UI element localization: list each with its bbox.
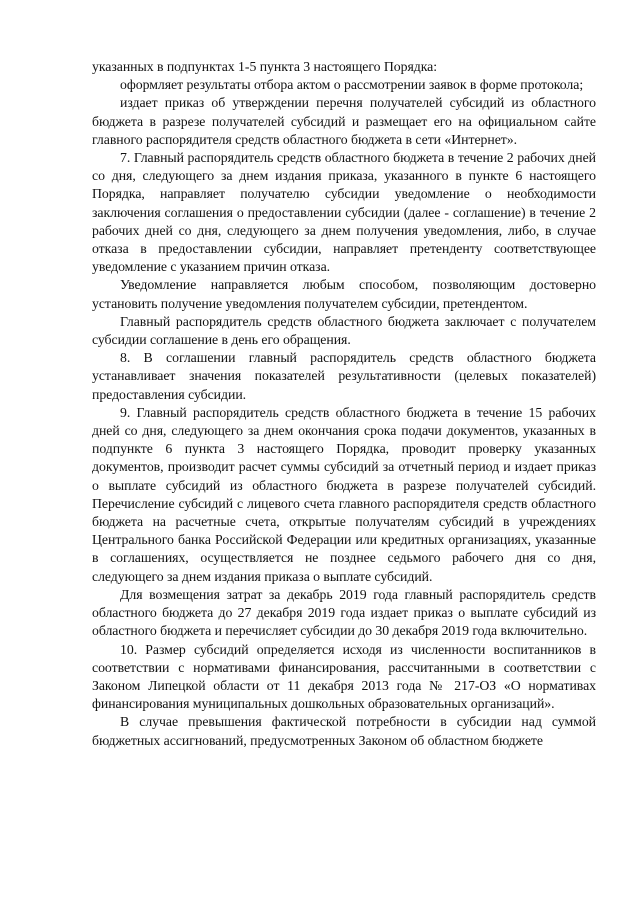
paragraph-agreement: Главный распорядитель средств областного бюджета заключает с получателем субсидии соглашение в день его обращения. (92, 313, 596, 348)
document-body (92, 58, 596, 750)
paragraph-december: Для возмещения затрат за декабрь 2019 года главный распорядитель средств областного бюджета до 27 декабря 2019 года издает приказ о выплате субсидий из областного бюджета и перечисляет субсидии до 30 декабря 2019 года включительно. (92, 586, 596, 639)
paragraph-item-10: 10. Размер субсидий определяется исходя из численности воспитанников в соответствии с нормативами финансирования, рассчитанными в соответствии с Законом Липецкой области от 11 декабря 2013 года № 217-ОЗ «О нормативах финансирования муниципальных дошкольных образовательных организаций». (92, 641, 596, 712)
paragraph-excess: В случае превышения фактической потребности в субсидии над суммой бюджетных ассигнований, предусмотренных Законом об областном бюджете (92, 714, 596, 748)
paragraph-item-8: 8. В соглашении главный распорядитель средств областного бюджета устанавливает значения показателей результативности (целевых показателей) предоставления субсидии. (92, 350, 596, 402)
paragraph-notification: Уведомление направляется любым способом, позволяющим достоверно установить получение уведомления получателем субсидии, претендентом. (92, 277, 596, 311)
paragraph-order-list: издает приказ об утверждении перечня получателей субсидий из областного бюджета в разрезе получателей субсидий и размещает его на официальном сайте главного распорядителя средств областного бюджета в сети «Интернет». (92, 95, 596, 147)
paragraph-continuation: указанных в подпунктах 1-5 пункта 3 настоящего Порядка: (92, 59, 438, 74)
paragraph-item-9: 9. Главный распорядитель средств областного бюджета в течение 15 рабочих дней со дня, следующего за днем окончания срока подачи документов, указанных в подпункте 6 пункта 3 настоящего Порядка, проводит проверку указанных документов, производит расчет суммы субсидий за отчетный период и издает приказ о выплате субсидий из областного бюджета в разрезе получателей субсидий. Перечисление субсидий с лицевого счета главного распорядителя средств областного бюджета на расчетные счета, открытые получателям субсидий в учреждениях Центрального банка Российской Федерации или кредитных организациях, указанные в соглашениях, осуществляется не позднее седьмого рабочего дня со дня, следующего за днем издания приказа о выплате субсидий. (92, 404, 596, 584)
paragraph-protocol: оформляет результаты отбора актом о рассмотрении заявок в форме протокола; (120, 77, 584, 93)
paragraph-item-7: 7. Главный распорядитель средств областного бюджета в течение 2 рабочих дней со дня, следующего за днем издания приказа, указанного в пункте 6 настоящего Порядка, направляет получателю субсидии уведомление о необходимости заключения соглашения о предоставлении субсидии (далее - соглашение) в течение 2 рабочих дней со дня, следующего за днем получения уведомления, либо, в случае отказа в предоставлении субсидии, направляет претенденту соответствующее уведомление с указанием причин отказа. (92, 150, 596, 275)
